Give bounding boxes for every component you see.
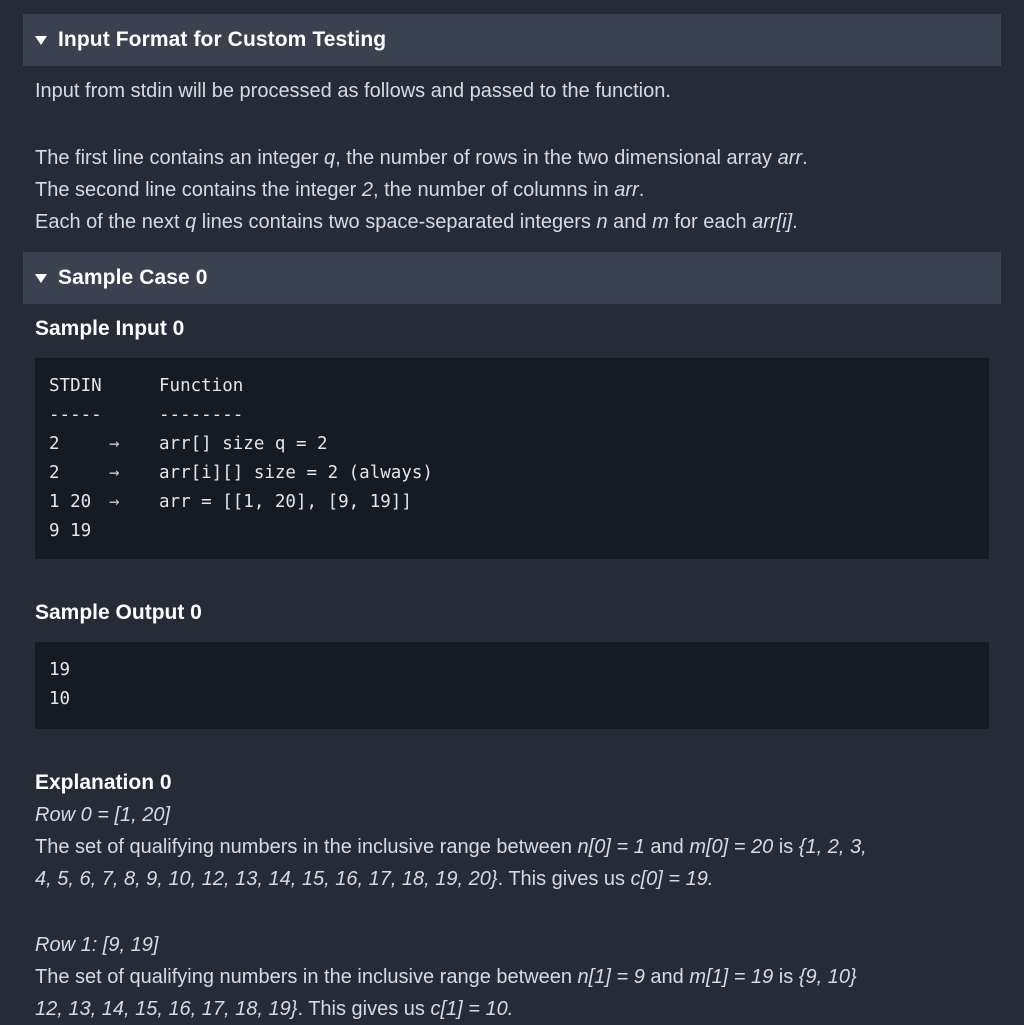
code-line: ----- -------- — [49, 405, 244, 425]
input-line-3: Each of the next q lines contains two space-separated integers n and m for each arr[i]. — [35, 211, 798, 233]
explanation-row0-label: Row 0 = [1, 20] — [35, 804, 171, 826]
sample-output-code — [35, 642, 989, 729]
sample-input-title: Sample Input 0 — [35, 317, 185, 340]
explanation-title: Explanation 0 — [35, 771, 172, 794]
code-line: 19 — [49, 660, 71, 680]
input-intro: Input from stdin will be processed as follows and passed to the function. — [35, 80, 671, 102]
code-line: 10 — [49, 689, 71, 709]
code-line: 2 → arr[i][] size = 2 (always) — [49, 463, 433, 483]
input-line-1: The first line contains an integer q, the number of rows in the two dimensional array arr. — [35, 147, 808, 169]
sample-output-title: Sample Output 0 — [35, 601, 202, 624]
sample-case-title: Sample Case 0 — [58, 266, 208, 289]
caret-down-icon — [35, 36, 47, 45]
explanation-row1-text: The set of qualifying numbers in the inclusive range between n[1] = 9 and m[1] = 19 is {9, 10} 12, 13, 14, 15, 16, 17, 18, 19}. This gives us c[1] = 10. — [35, 966, 857, 1020]
explanation-row0-text: The set of qualifying numbers in the inclusive range between n[0] = 1 and m[0] = 20 is {1, 2, 3, 4, 5, 6, 7, 8, 9, 10, 12, 13, 14, 15, 16, 17, 18, 19, 20}. This gives us c[0] = 19. — [35, 836, 867, 890]
code-line: 9 19 — [49, 521, 92, 541]
input-format-title: Input Format for Custom Testing — [58, 28, 387, 51]
input-line-2: The second line contains the integer 2, the number of columns in arr. — [35, 179, 645, 201]
sample-input-code — [35, 358, 989, 559]
caret-down-icon — [35, 274, 47, 283]
code-line: STDIN Function — [49, 376, 244, 396]
code-line: 1 20 → arr = [[1, 20], [9, 19]] — [49, 492, 412, 512]
input-format-header[interactable] — [23, 14, 1001, 66]
sample-case-header[interactable] — [23, 252, 1001, 304]
explanation-row1-label: Row 1: [9, 19] — [35, 934, 159, 956]
code-line: 2 → arr[] size q = 2 — [49, 434, 328, 454]
